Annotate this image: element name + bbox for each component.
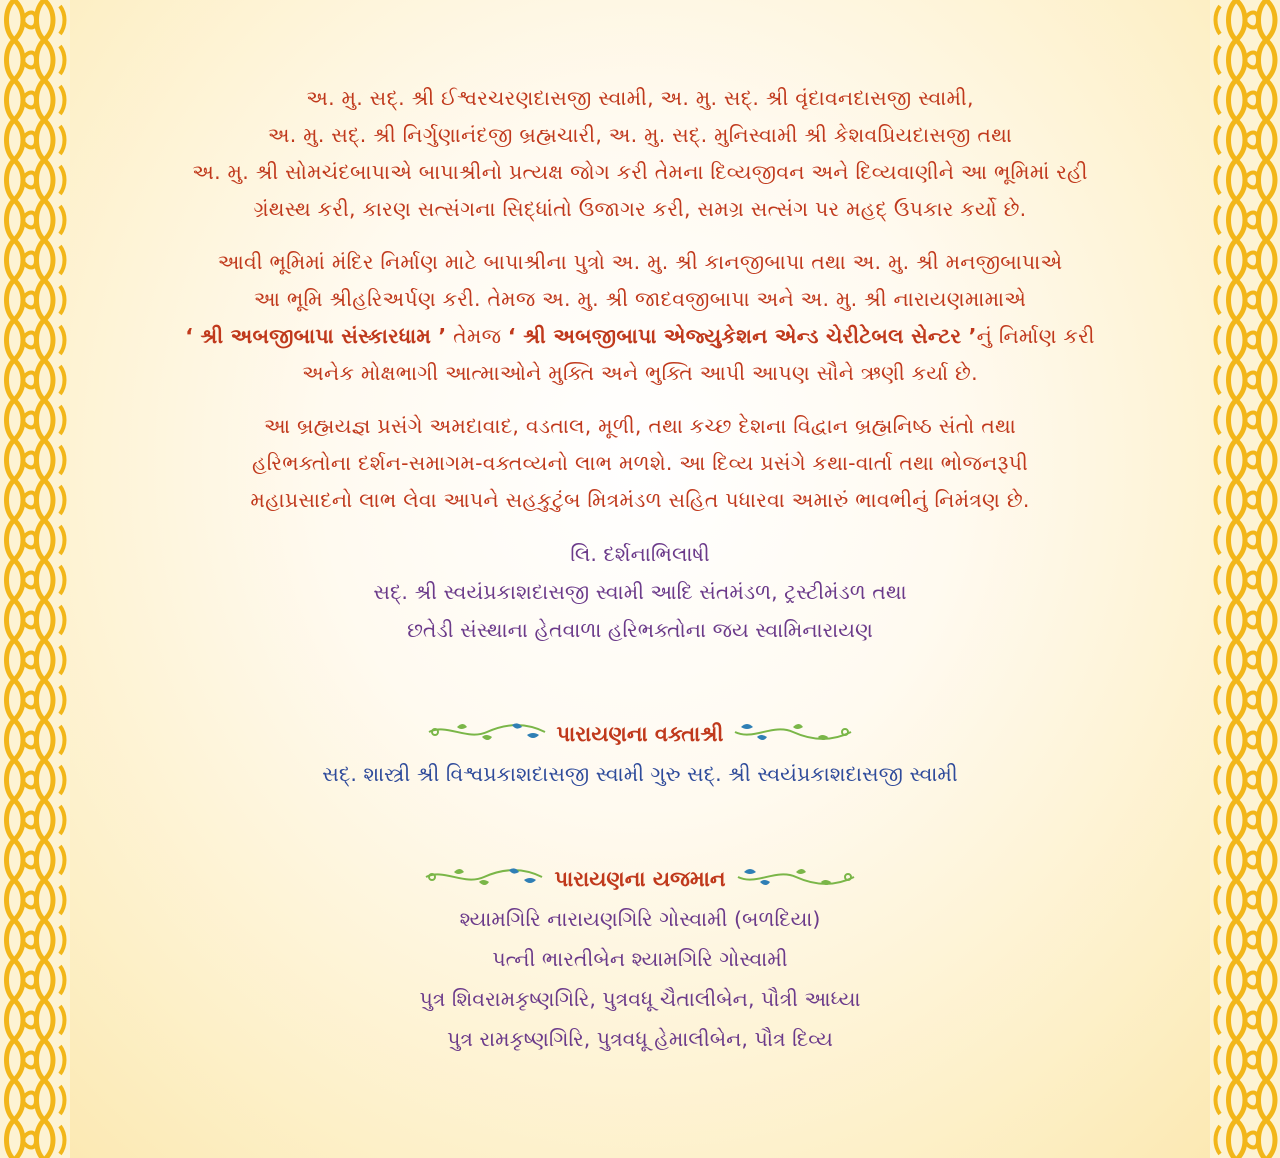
signature-line: લિ. દર્શનાભિલાષી xyxy=(570,542,710,566)
floral-ornament-icon xyxy=(427,719,547,750)
decorative-border-left xyxy=(0,0,70,1158)
paragraph-line: મહાપ્રસાદનો લાભ લેવા આપને સહકુટુંબ મિત્રમંડળ સહિત પધારવા અમારું ભાવભીનું નિમંત્રણ છે. xyxy=(250,488,1030,512)
paragraph-line: અનેક મોક્ષભાગી આત્માઓને મુક્તિ અને ભુક્તિ આપી આપણ સૌને ઋણી કર્યા છે. xyxy=(302,361,978,385)
paragraph-line: આ ભૂમિ શ્રીહરિઅર્પણ કરી. તેમજ અ. મુ. શ્રી જાદવજીબાપા અને અ. મુ. શ્રી નારાયણમામાએ xyxy=(253,287,1027,311)
decorative-border-right xyxy=(1210,0,1280,1158)
speakers-heading xyxy=(80,719,1200,750)
host-line: પત્ની ભારતીબેન શ્યામગિરિ ગોસ્વામી xyxy=(492,947,788,971)
paragraph-line-highlight xyxy=(80,318,1200,355)
paragraph-line: અ. મુ. સદ્. શ્રી નિર્ગુણાનંદજી બ્રહ્મચારી, અ. મુ. સદ્. મુનિસ્વામી શ્રી કેશવપ્રિયદાસજી તથા xyxy=(267,123,1013,147)
paragraph-line: હરિભક્તોના દર્શન-સમાગમ-વક્તવ્યનો લાભ મળશે. આ દિવ્ય પ્રસંગે કથા-વાર્તા તથા ભોજનરૂપી xyxy=(251,451,1029,475)
paragraph-line: ગ્રંથસ્થ કરી, કારણ સત્સંગના સિદ્ધાંતો ઉજાગર કરી, સમગ્ર સત્સંગ પર મહદ્ ઉપકાર કર્યો છે. xyxy=(253,197,1027,221)
paragraph-invitation xyxy=(80,408,1200,519)
connector-text: તેમજ xyxy=(446,324,508,348)
paragraph-line: આવી ભૂમિમાં મંદિર નિર્માણ માટે બાપાશ્રીના પુત્રો અ. મુ. શ્રી કાનજીબાપા તથા અ. મુ. શ્રી મનજીબાપાએ xyxy=(217,250,1063,274)
floral-ornament-icon xyxy=(736,864,856,895)
sanskardham-name: ‘ શ્રી અબજીબાપા સંસ્કારધામ ’ xyxy=(185,324,447,348)
paragraph-history xyxy=(80,80,1200,228)
speakers-names: સદ્. શાસ્ત્રી શ્રી વિશ્વપ્રકાશદાસજી સ્વામી ગુરુ સદ્. શ્રી સ્વયંપ્રકાશદાસજી સ્વામી xyxy=(322,762,958,786)
hosts-title: પારાયણના યજમાન xyxy=(554,867,726,891)
paragraph-line: આ બ્રહ્મયજ્ઞ પ્રસંગે અમદાવાદ, વડતાલ, મૂળી, તથા કચ્છ દેશના વિદ્વાન બ્રહ્મનિષ્ઠ સંતો તથા xyxy=(264,414,1016,438)
hosts-list xyxy=(80,899,1200,1059)
speakers-title: પારાયણના વક્તાશ્રી xyxy=(556,722,724,746)
host-line: શ્યામગિરિ નારાયણગિરિ ગોસ્વામી (બળદિયા) xyxy=(459,907,821,931)
signature-block xyxy=(80,535,1200,649)
floral-ornament-icon xyxy=(424,864,544,895)
hosts-heading xyxy=(80,864,1200,895)
paragraph-line: અ. મુ. સદ્. શ્રી ઈશ્વરચરણદાસજી સ્વામી, અ. મુ. સદ્. શ્રી વૃંદાવનદાસજી સ્વામી, xyxy=(306,86,974,110)
education-center-name: ‘ શ્રી અબજીબાપા એજ્યુકેશન એન્ડ ચેરીટેબલ સેન્ટર ’ xyxy=(507,324,977,348)
floral-ornament-icon xyxy=(733,719,853,750)
host-line: પુત્ર શિવરામકૃષ્ણગિરિ, પુત્રવધૂ ચૈતાલીબેન, પૌત્રી આધ્યા xyxy=(419,987,861,1011)
host-line: પુત્ર રામકૃષ્ણગિરિ, પુત્રવધૂ હેમાલીબેન, પૌત્ર દિવ્ય xyxy=(447,1027,833,1051)
signature-line: સદ્. શ્રી સ્વયંપ્રકાશદાસજી સ્વામી આદિ સંતમંડળ, ટ્રસ્ટીમંડળ તથા xyxy=(373,580,907,604)
connector-text: નું નિર્માણ કરી xyxy=(976,324,1095,348)
paragraph-line: અ. મુ. શ્રી સોમચંદબાપાએ બાપાશ્રીનો પ્રત્યક્ષ જોગ કરી તેમના દિવ્યજીવન અને દિવ્યવાણીને આ ભૂમિમાં રહી xyxy=(192,160,1088,184)
invitation-body xyxy=(80,80,1200,1059)
paragraph-temple xyxy=(80,244,1200,392)
signature-line: છતેડી સંસ્થાના હેતવાળા હરિભક્તોના જય સ્વામિનારાયણ xyxy=(407,618,873,642)
